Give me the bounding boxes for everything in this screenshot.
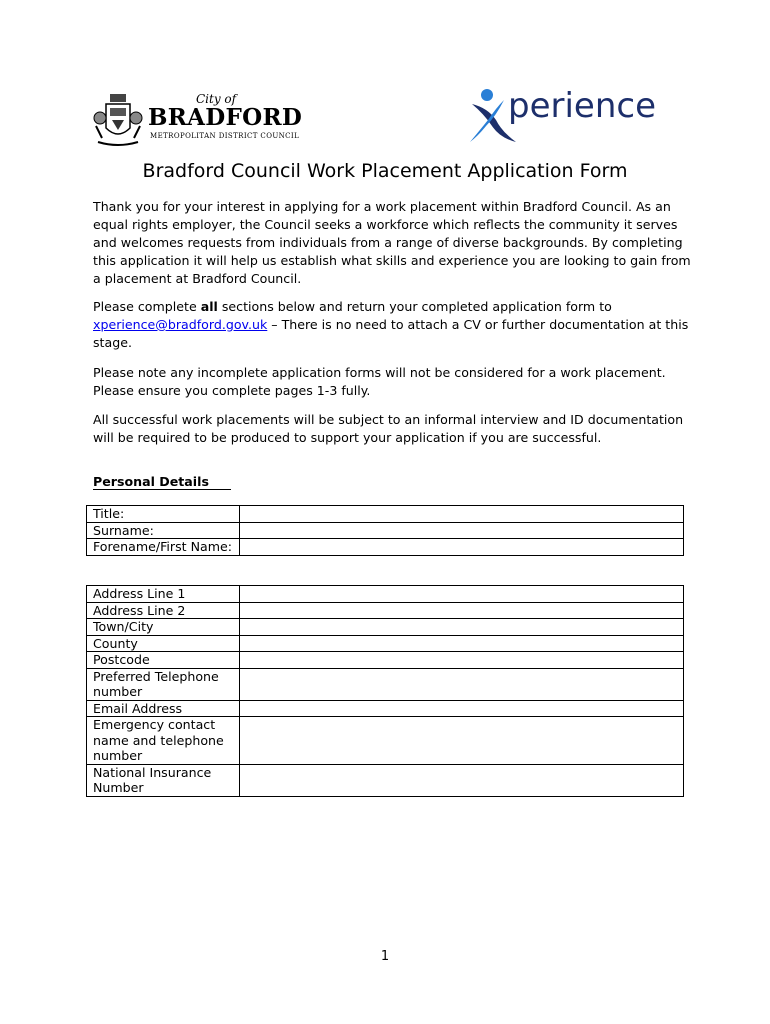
telephone-field[interactable] (240, 668, 684, 700)
postcode-field[interactable] (240, 652, 684, 669)
town-city-label: Town/City (87, 619, 240, 636)
heading-underline (93, 489, 231, 490)
county-field[interactable] (240, 635, 684, 652)
emergency-contact-field[interactable] (240, 717, 684, 765)
table-row (87, 602, 684, 619)
incomplete-note-paragraph: Please note any incomplete application forms will not be considered for a work placement. Please ensure you complete pages 1-3 fully. (93, 365, 666, 398)
address-line-1-field[interactable] (240, 586, 684, 603)
instructions-text-end: – There is no need to attach a CV or further documentation at this stage. (93, 317, 689, 350)
xperience-logo (466, 86, 666, 146)
instructions-text-mid: sections below and return your completed application form to (217, 299, 612, 314)
table-row (87, 764, 684, 796)
table-row (87, 635, 684, 652)
surname-field[interactable] (240, 522, 684, 539)
personal-details-heading: Personal Details (93, 474, 209, 489)
town-city-field[interactable] (240, 619, 684, 636)
bradford-wordmark: BRADFORD (148, 104, 303, 131)
title-field[interactable] (240, 506, 684, 523)
intro-paragraph: Thank you for your interest in applying for a work placement within Bradford Council. As an equal rights employer, the Council seeks a workforce which reflects the community it serves and welcomes requests from individuals from a range of diverse backgrounds. By completing this application it will help us establish what skills and experience you are looking to gain from a placement at Bradford Council. (93, 199, 691, 286)
table-row (87, 506, 684, 523)
page-number: 1 (380, 949, 390, 964)
forename-label: Forename/First Name: (87, 539, 240, 556)
telephone-label: Preferred Telephone number (87, 668, 240, 700)
email-field[interactable] (240, 700, 684, 717)
xperience-wordmark: perience (508, 86, 657, 126)
table-row (87, 522, 684, 539)
title-label: Title: (87, 506, 240, 523)
bradford-council-logo (92, 92, 302, 148)
bradford-subtitle: METROPOLITAN DISTRICT COUNCIL (150, 132, 300, 140)
bradford-crest-icon (92, 92, 144, 148)
contact-details-table (86, 585, 684, 797)
national-insurance-field[interactable] (240, 764, 684, 796)
address-line-2-label: Address Line 2 (87, 602, 240, 619)
postcode-label: Postcode (87, 652, 240, 669)
forename-field[interactable] (240, 539, 684, 556)
address-line-1-label: Address Line 1 (87, 586, 240, 603)
address-line-2-field[interactable] (240, 602, 684, 619)
page-title: Bradford Council Work Placement Application Form (142, 160, 628, 182)
table-row (87, 668, 684, 700)
table-row (87, 586, 684, 603)
table-row (87, 700, 684, 717)
interview-note-paragraph: All successful work placements will be subject to an informal interview and ID documentation will be required to be produced to support your application if you are successful. (93, 412, 684, 445)
instructions-bold-all: all (200, 299, 218, 314)
city-of-text: City of (196, 92, 237, 106)
name-details-table (86, 505, 684, 556)
county-label: County (87, 635, 240, 652)
table-row (87, 539, 684, 556)
surname-label: Surname: (87, 522, 240, 539)
national-insurance-label: National Insurance Number (87, 764, 240, 796)
instructions-paragraph (93, 298, 693, 352)
email-link[interactable]: xperience@bradford.gov.uk (93, 317, 268, 332)
email-label: Email Address (87, 700, 240, 717)
instructions-text-start: Please complete (93, 299, 201, 314)
table-row (87, 652, 684, 669)
emergency-contact-label: Emergency contact name and telephone number (87, 717, 240, 765)
table-row (87, 717, 684, 765)
table-row (87, 619, 684, 636)
